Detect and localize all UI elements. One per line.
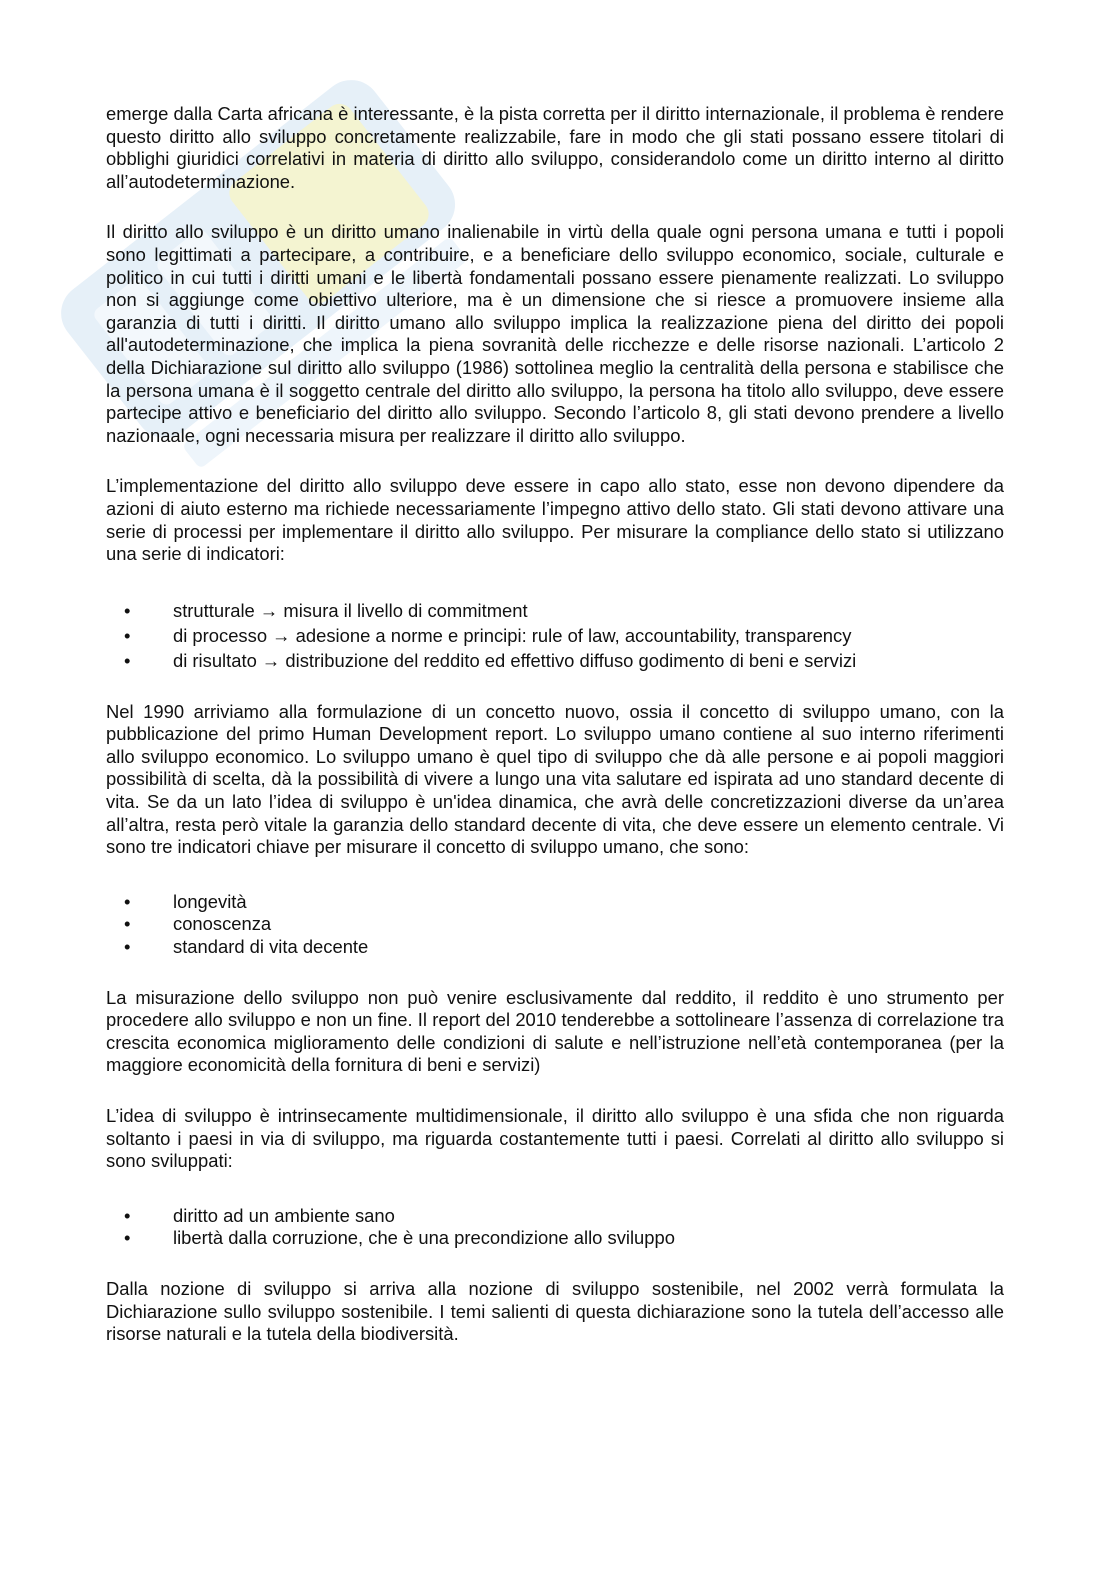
list-item: • diritto ad un ambiente sano [124, 1204, 395, 1226]
bullet-icon: • [124, 890, 131, 912]
list-item: • conoscenza [124, 913, 272, 935]
list-item: • standard di vita decente [124, 936, 369, 958]
bullet-icon: • [124, 599, 131, 621]
paragraph-sviluppo-umano: Nel 1990 arriviamo alla formulazione di un concetto nuovo, ossia il concetto di sviluppo umano, con la pubblicazione del primo Human Development report. Lo sviluppo umano contiene al suo interno riferimenti allo sviluppo economico. Lo sviluppo umano è quel tipo di sviluppo che dà alle persone e ai popoli maggiori possibilità di scelta, dà la possibilità di vivere a lungo una vita salutare ed ispirata ad uno standard decente di vita. Se da un lato l’idea di sviluppo è un'idea dinamica, che avrà delle concretizzazioni diverse da un’area all’altra, resta però vitale la garanzia dello standard decente di vita, che deve essere un elemento centrale. Vi sono tre indicatori chiave per misurare il concetto di sviluppo umano, che sono: [106, 700, 1004, 858]
indicators-list [106, 598, 1004, 673]
document-body [106, 103, 1004, 1346]
bullet-icon: • [124, 913, 131, 935]
bullet-icon: • [124, 1227, 131, 1249]
paragraph-misurazione: La misurazione dello sviluppo non può venire esclusivamente dal reddito, il reddito è uno strumento per procedere allo sviluppo e non un fine. Il report del 2010 tenderebbe a sottolineare l’assenza di correlazione tra crescita economica miglioramento delle condizioni di salute e nell’istruzione nell’età contemporanea (per la maggiore economicità della fornitura di beni e servizi) [106, 986, 1004, 1076]
paragraph-diritto-allo-sviluppo: Il diritto allo sviluppo è un diritto umano inalienabile in virtù della quale ogni persona umana e tutti i popoli sono legittimati a partecipare, a contribuire, e a beneficiare dello sviluppo economico, sociale, culturale e politico in cui tutti i diritti umani e le libertà fondamentali possano essere pienamente realizzati. Lo sviluppo non si aggiunge come obiettivo ulteriore, ma è un dimensione che si riesce a promuovere insieme alla garanzia di tutti i diritti. Il diritto umano allo sviluppo implica la realizzazione piena del diritto dei popoli all'autodeterminazione, che implica la piena sovranità delle ricchezze e delle risorse nazionali. L’articolo 2 della Dichiarazione sul diritto allo sviluppo (1986) sottolinea meglio la centralità della persona e stabilisce che la persona umana è il soggetto centrale del diritto allo sviluppo, la persona ha titolo allo sviluppo, deve essere partecipe attivo e beneficiario del diritto allo sviluppo. Secondo l’articolo 8, gli stati devono prendere a livello nazionaale, ogni necessaria misura per realizzare il diritto allo sviluppo. [106, 221, 1004, 446]
list-item: • di processo → adesione a norme e principi: rule of law, accountability, transparency [124, 624, 852, 646]
list-item: • di risultato → distribuzione del reddito ed effettivo diffuso godimento di beni e servizi [124, 649, 857, 671]
paragraph-multidimensionale: L’idea di sviluppo è intrinsecamente multidimensionale, il diritto allo sviluppo è una sfida che non riguarda soltanto i paesi in via di sviluppo, ma riguarda costantemente tutti i paesi. Correlati al diritto allo sviluppo si sono sviluppati: [106, 1105, 1004, 1172]
paragraph-sviluppo-sostenibile: Dalla nozione di sviluppo si arriva alla nozione di sviluppo sostenibile, nel 2002 verrà formulata la Dichiarazione sullo sviluppo sostenibile. I temi salienti di questa dichiarazione sono la tutela dell’accesso alle risorse naturali e la tutela della biodiversità. [106, 1277, 1004, 1345]
human-development-list [106, 891, 1004, 959]
list-item: • strutturale → misura il livello di commitment [124, 599, 528, 621]
bullet-icon: • [124, 936, 131, 958]
list-item: • libertà dalla corruzione, che è una precondizione allo sviluppo [124, 1227, 675, 1249]
bullet-icon: • [124, 624, 131, 646]
bullet-icon: • [124, 1204, 131, 1226]
paragraph-implementazione: L’implementazione del diritto allo sviluppo deve essere in capo allo stato, esse non devono dipendere da azioni di aiuto esterno ma richiede necessariamente l’impegno attivo dello stato. Gli stati devono attivare una serie di processi per implementare il diritto allo sviluppo. Per misurare la compliance dello stato si utilizzano una serie di indicatori: [106, 475, 1004, 565]
paragraph-carta-africana: emerge dalla Carta africana è interessante, è la pista corretta per il diritto internazionale, il problema è rendere questo diritto allo sviluppo concretamente realizzabile, fare in modo che gli stati possano essere titolari di obblighi giuridici correlativi in materia di diritto allo sviluppo, considerandolo come un diritto interno al diritto all’autodeterminazione. [106, 103, 1004, 192]
bullet-icon: • [124, 649, 131, 671]
related-rights-list [106, 1205, 1004, 1250]
list-item: • longevità [124, 890, 247, 912]
